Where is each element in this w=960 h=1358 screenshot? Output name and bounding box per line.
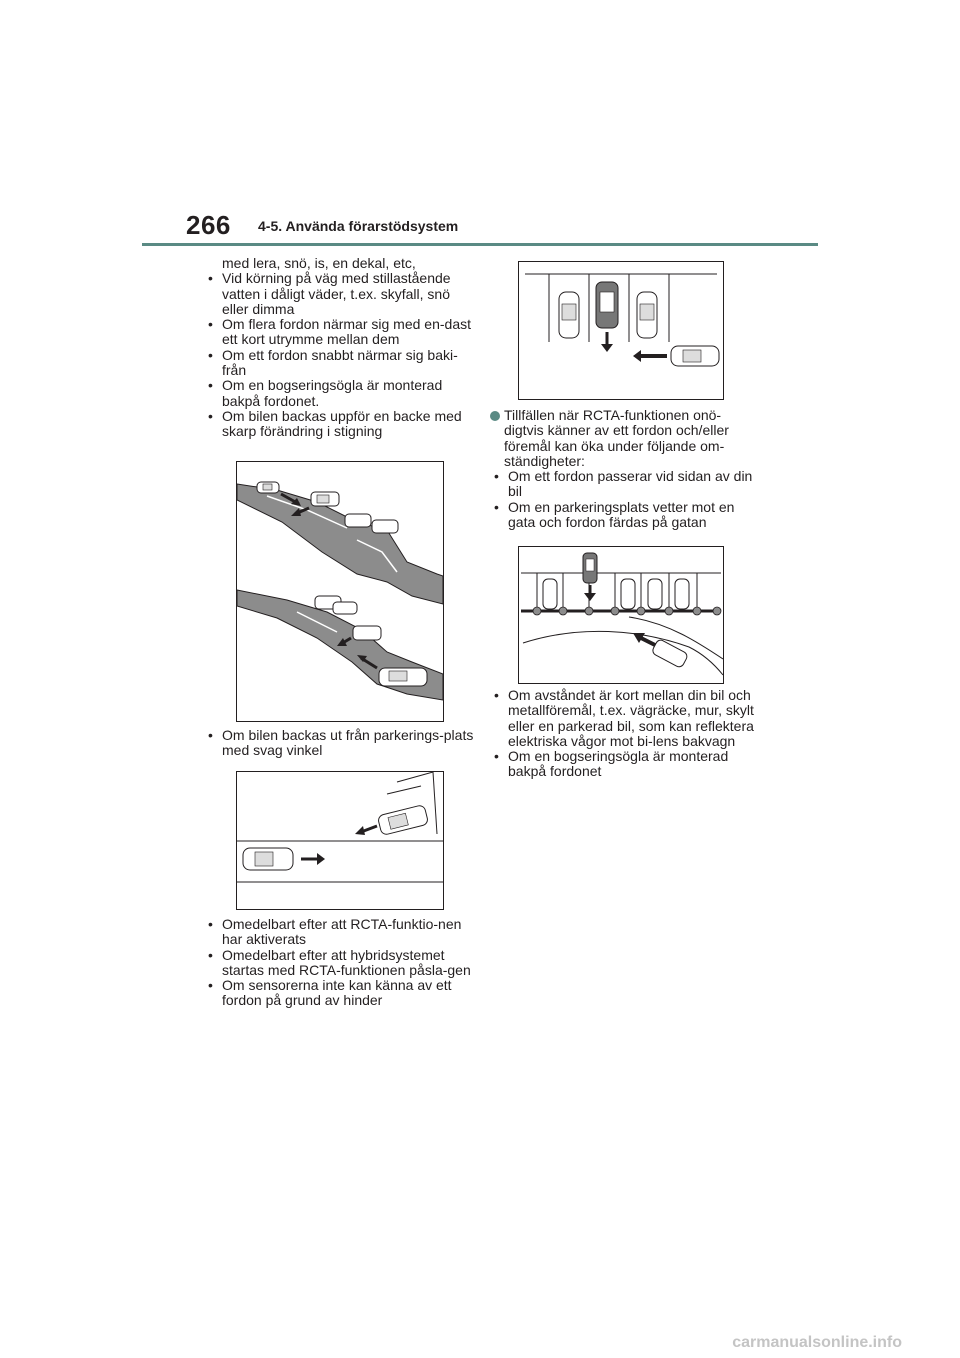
list-item: • Om en parkeringsplats vetter mot en gata och fordon färdas på gatan [490,500,760,531]
parking-lot-figure [518,261,724,400]
page-number: 266 [186,210,231,240]
section-title: 4-5. Använda förarstödsystem [258,218,459,234]
car-icon [379,668,427,686]
arrow-icon [355,826,377,835]
list-item: • Om sensorerna inte kan känna av ett fordon på grund av hinder [204,978,474,1009]
header-rule [142,243,818,246]
circle-bullet-icon [490,411,500,421]
left-column-bottom [204,917,474,1009]
car-icon [257,482,279,493]
left-column-mid [204,728,474,759]
list-item: • Omedelbart efter att RCTA-funktio-nen har aktiverats [204,917,474,948]
car-icon [543,579,557,609]
circle-heading [490,408,760,469]
street-parking-figure [518,546,724,684]
arrow-icon [633,350,667,362]
list-item: • Om en bogseringsögla är monterad bakpå fordonet [490,749,760,780]
car-icon [311,492,339,506]
list-item: • Vid körning på väg med stillastående vatten i dåligt väder, t.ex. skyfall, snö eller dimma [204,271,474,317]
car-icon [353,626,381,640]
car-icon [372,520,398,533]
right-column-bottom [490,688,760,780]
car-icon [559,292,579,338]
list-item: • Omedelbart efter att hybridsystemet startas med RCTA-funktionen påsla-gen [204,948,474,979]
car-icon [583,553,597,583]
heading-text: Tillfällen när RCTA-funktionen onö-digtvis känner av ett fordon och/eller föremål kan öka under följande om-ständigheter: [504,407,729,469]
arrow-icon [301,853,325,865]
list-item: • Om avståndet är kort mellan din bil och metallföremål, t.ex. vägräcke, mur, skylt eller en parkerad bil, som kan reflektera elektriska vågor mot bi-lens bakvagn [490,688,760,749]
car-icon [243,848,293,870]
car-icon [675,579,689,609]
list-item: • Om bilen backas ut från parkerings-plats med svag vinkel [204,728,474,759]
car-icon [651,638,689,668]
list-item: • Om ett fordon snabbt närmar sig baki-från [204,348,474,379]
angled-parking-figure [236,771,444,910]
right-column-top [490,408,760,530]
car-icon [671,346,719,366]
car-icon [596,282,618,328]
arrow-icon [584,585,596,601]
list-item: • Om en bogseringsögla är monterad bakpå fordonet. [204,378,474,409]
list-item: • Om bilen backas uppför en backe med skarp förändring i stigning [204,409,474,440]
car-icon [637,292,657,338]
list-item: • Om flera fordon närmar sig med en-dast ett kort utrymme mellan dem [204,317,474,348]
car-icon [333,602,357,614]
left-column-top [204,256,474,440]
watermark: carmanualsonline.info [732,1334,902,1351]
car-icon [648,579,662,609]
arrow-icon [601,332,613,352]
car-icon [621,579,635,609]
intro-continuation: med lera, snö, is, en dekal, etc, [222,255,416,271]
list-item: • Om ett fordon passerar vid sidan av din bil [490,469,760,500]
slope-figure [236,461,444,722]
car-icon [345,514,371,527]
car-icon [377,804,428,835]
